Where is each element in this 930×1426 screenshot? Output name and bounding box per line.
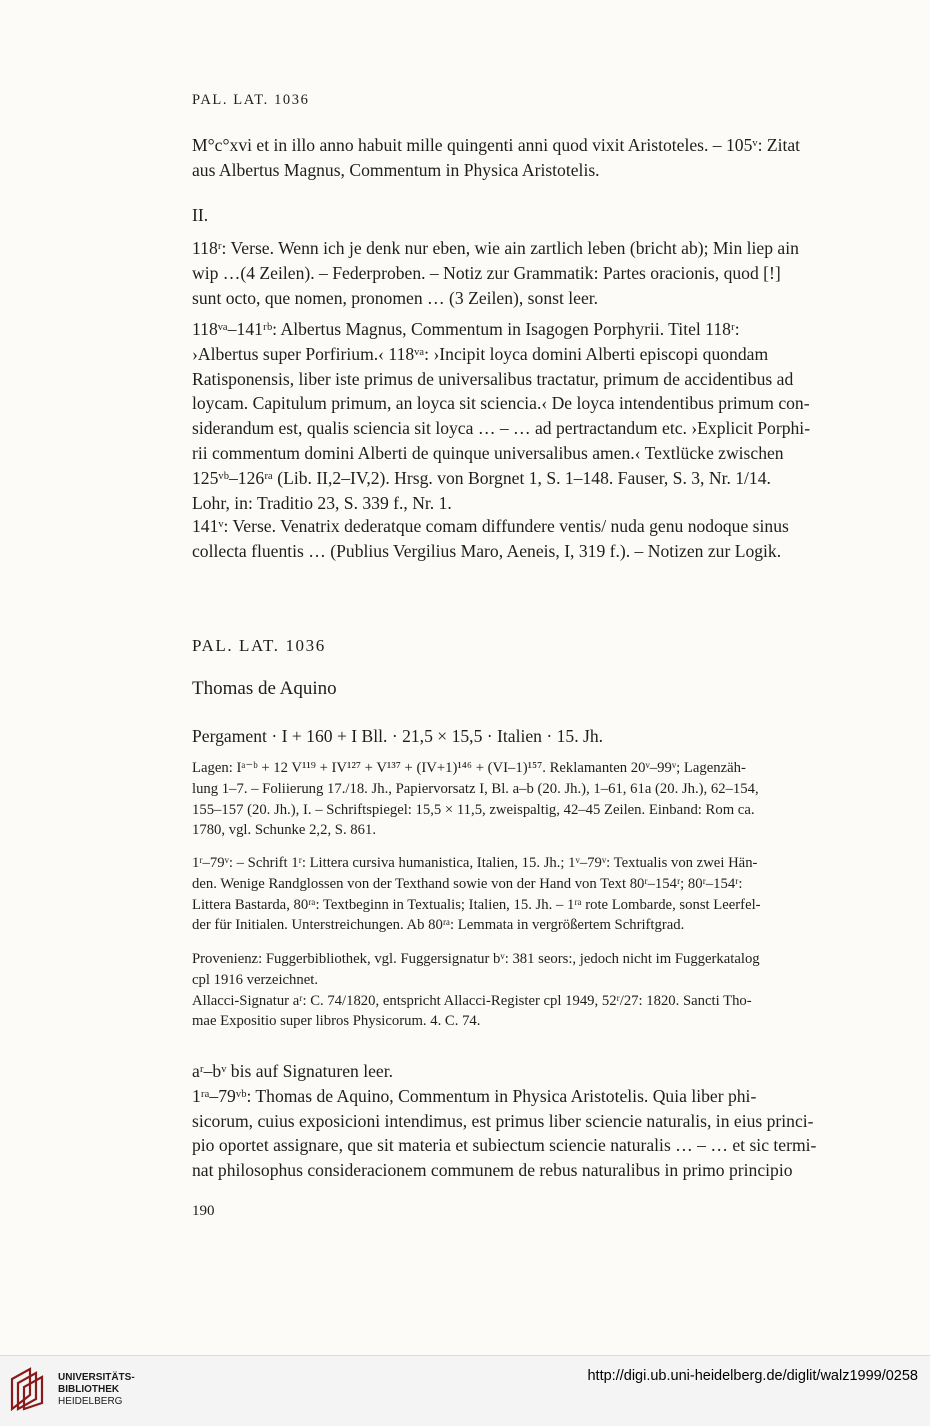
text-line: ›Albertus super Porfirium.‹ 118ᵛᵃ: ›Incipit loyca domini Alberti episcopi quondam	[192, 343, 769, 364]
text-line: Ratisponensis, liber iste primus de universalibus tractatur, primum de accidentibus ad	[192, 368, 794, 389]
viewer-footer	[0, 1355, 930, 1426]
library-name-line: HEIDELBERG	[58, 1396, 123, 1407]
running-header: PAL. LAT. 1036	[192, 92, 310, 108]
text-line: wip …(4 Zeilen). – Federproben. – Notiz zur Grammatik: Partes oracionis, quod [!]	[192, 262, 781, 283]
text-line: Lohr, in: Traditio 23, S. 339 f., Nr. 1.	[192, 492, 452, 513]
text-line: 118ᵛᵃ–141ʳᵇ: Albertus Magnus, Commentum in Isagogen Porphyrii. Titel 118ʳ:	[192, 319, 740, 339]
paragraph-141v	[192, 514, 839, 564]
text-line: den. Wenige Randglossen von der Texthand sowie von der Hand von Text 80ʳ–154ʳ; 80ʳ–154ʳ:	[192, 875, 743, 892]
permalink-url[interactable]: http://digi.ub.uni-heidelberg.de/diglit/walz1999/0258	[587, 1368, 918, 1384]
text-line: 1780, vgl. Schunke 2,2, S. 861.	[192, 822, 377, 839]
text-line: nat philosophus consideracionem communem de rebus naturalibus in primo principio	[192, 1160, 793, 1181]
entry-summary: Pergament · I + 160 + I Bll. · 21,5 × 15,5 · Italien · 15. Jh.	[192, 726, 604, 746]
text-line: 155–157 (20. Jh.), I. – Schriftspiegel: 15,5 × 11,5, zweispaltig, 42–45 Zeilen. Einband: Rom ca.	[192, 801, 755, 818]
text-line: der für Initialen. Unterstreichungen. Ab 80ʳᵃ: Lemmata in vergrößertem Schriftgrad.	[192, 917, 685, 934]
entry-author: Thomas de Aquino	[192, 678, 337, 699]
text-line: 1ʳᵃ–79ᵛᵇ: Thomas de Aquino, Commentum in Physica Aristotelis. Quia liber phi-	[192, 1085, 757, 1106]
text-line: mae Expositio super libros Physicorum. 4. C. 74.	[192, 1013, 481, 1030]
library-logo-icon	[8, 1365, 52, 1413]
library-name-line: BIBLIOTHEK	[58, 1384, 120, 1395]
text-line: 1ʳ–79ᵛ: – Schrift 1ʳ: Littera cursiva humanistica, Italien, 15. Jh.; 1ᵛ–79ᵛ: Textualis von zwei Hän-	[192, 855, 758, 871]
lagen-paragraph	[192, 758, 839, 841]
text-line: cpl 1916 verzeichnet.	[192, 971, 319, 988]
content-paragraph	[192, 1059, 839, 1183]
provenienz-paragraph	[192, 949, 839, 1032]
page-number: 190	[192, 1203, 215, 1219]
entry-shelfmark: PAL. LAT. 1036	[192, 636, 326, 655]
text-line: aus Albertus Magnus, Commentum in Physica Aristotelis.	[192, 159, 600, 180]
text-line: Lagen: Iᵃ⁻ᵇ + 12 V¹¹⁹ + IV¹²⁷ + V¹³⁷ + (IV+1)¹⁴⁶ + (VI–1)¹⁵⁷. Reklamanten 20ᵛ–99ᵛ; Lagenzäh-	[192, 760, 746, 776]
paragraph-118r	[192, 236, 839, 310]
paragraph-118va	[192, 317, 839, 515]
text-line: Provenienz: Fuggerbibliothek, vgl. Fuggersignatur bᵛ: 381 seors:, jedoch nicht im Fuggerkatalog	[192, 951, 760, 967]
text-line: lung 1–7. – Foliierung 17./18. Jh., Papiervorsatz I, Bl. a–b (20. Jh.), 1–61, 61a (20. Jh.), 62–154,	[192, 780, 759, 797]
text-line: aʳ–bᵛ bis auf Signaturen leer.	[192, 1061, 394, 1081]
library-name	[58, 1372, 135, 1408]
text-line: M°c°xvi et in illo anno habuit mille quingenti anni quod vixit Aristoteles. – 105ᵛ: Zitat	[192, 135, 801, 155]
text-line: Allacci-Signatur aʳ: C. 74/1820, entspricht Allacci-Register cpl 1949, 52ʳ/27: 1820. Sancti Tho-	[192, 992, 752, 1009]
library-name-line: UNIVERSITÄTS-	[58, 1372, 135, 1383]
text-line: sunt octo, que nomen, pronomen … (3 Zeilen), sonst leer.	[192, 287, 599, 308]
text-line: Littera Bastarda, 80ʳᵃ: Textbeginn in Textualis; Italien, 15. Jh. – 1ʳᵃ rote Lombarde, sonst Leerfel-	[192, 896, 761, 913]
text-line: sicorum, cuius exposicioni intendimus, est primus liber sciencie naturalis, in eius princi-	[192, 1110, 814, 1131]
intro-text	[192, 133, 839, 183]
schrift-paragraph	[192, 853, 839, 936]
text-line: pio oportet assignare, que sit materia et subiectum sciencie naturalis … – … et sic termi-	[192, 1135, 817, 1156]
text-line: 118ʳ: Verse. Wenn ich je denk nur eben, wie ain zartlich leben (bricht ab); Min liep ain	[192, 238, 799, 258]
text-line: siderandum est, qualis sciencia sit loyca … – … ad pertractandum etc. ›Explicit Porphi-	[192, 418, 811, 439]
section-number: II.	[192, 205, 209, 225]
text-line: loycam. Capitulum primum, an loyca sit sciencia.‹ De loyca intendentibus primum con-	[192, 393, 810, 414]
text-line: 141ᵛ: Verse. Venatrix dederatque comam diffundere ventis/ nuda genu nodoque sinus	[192, 516, 789, 536]
text-line: collecta fluentis … (Publius Vergilius Maro, Aeneis, I, 319 f.). – Notizen zur Logik.	[192, 540, 782, 561]
text-line: 125ᵛᵇ–126ʳᵃ (Lib. II,2–IV,2). Hrsg. von Borgnet 1, S. 1–148. Fauser, S. 3, Nr. 1/14.	[192, 467, 771, 488]
text-line: rii commentum domini Alberti de quinque universalibus amen.‹ Textlücke zwischen	[192, 442, 784, 463]
